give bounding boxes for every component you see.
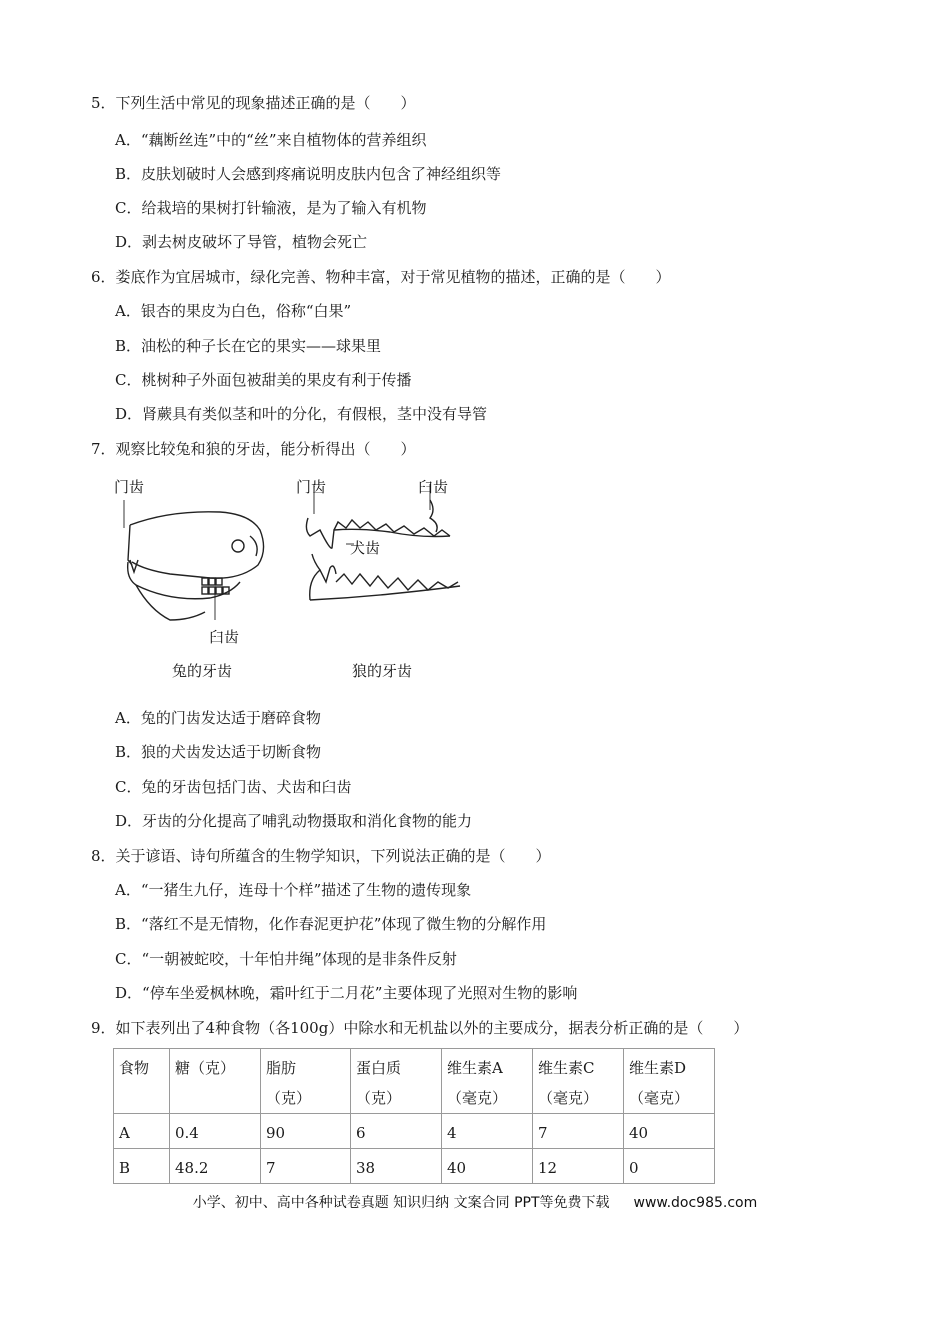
wolf-teeth-caption: 狼的牙齿 bbox=[352, 662, 413, 680]
table-cell: 7 bbox=[533, 1114, 624, 1149]
table-cell: 6 bbox=[351, 1114, 442, 1149]
question-6-option-d: D．肾蕨具有类似茎和叶的分化，有假根，茎中没有导管 bbox=[115, 405, 488, 423]
question-6-option-c: C．桃树种子外面包被甜美的果皮有利于传播 bbox=[115, 371, 412, 389]
table-header-row bbox=[114, 1049, 715, 1114]
page-footer bbox=[0, 1192, 950, 1212]
question-7-option-c: C．兔的牙齿包括门齿、犬齿和臼齿 bbox=[115, 778, 352, 796]
question-5-option-d: D．剥去树皮破坏了导管，植物会死亡 bbox=[115, 233, 368, 251]
question-7-option-b: B．狼的犬齿发达适于切断食物 bbox=[115, 743, 322, 761]
footer-site-link[interactable]: www.doc985.com bbox=[633, 1195, 758, 1211]
footer-text: 小学、初中、高中各种试卷真题 知识归纳 文案合同 PPT等免费下载 bbox=[192, 1195, 610, 1211]
rabbit-teeth-figure bbox=[110, 470, 290, 650]
nutrition-table bbox=[113, 1048, 715, 1184]
question-6-option-a: A．银杏的果皮为白色，俗称“白果” bbox=[115, 302, 352, 320]
table-header-cell: 糖（克） bbox=[170, 1049, 261, 1114]
question-5-option-c: C．给栽培的果树打针输液，是为了输入有机物 bbox=[115, 199, 427, 217]
rabbit-incisor-label: 门齿 bbox=[114, 478, 145, 496]
table-header-cell: 维生素C （毫克） bbox=[533, 1049, 624, 1114]
question-9-stem: 9．如下表列出了4种食物（各100g）中除水和无机盐以外的主要成分，据表分析正确的是（ ） bbox=[91, 1019, 749, 1037]
question-5-option-b: B．皮肤划破时人会感到疼痛说明皮肤内包含了神经组织等 bbox=[115, 165, 502, 183]
question-8-option-d: D．“停车坐爱枫林晚，霜叶红于二月花”主要体现了光照对生物的影响 bbox=[115, 984, 578, 1002]
table-cell: 4 bbox=[442, 1114, 533, 1149]
table-cell: 40 bbox=[624, 1114, 715, 1149]
question-6-option-b: B．油松的种子长在它的果实——球果里 bbox=[115, 337, 382, 355]
table-cell: 38 bbox=[351, 1149, 442, 1184]
question-8-option-a: A．“一猪生九仔，连母十个样”描述了生物的遗传现象 bbox=[115, 881, 472, 899]
table-header-cell: 食物 bbox=[114, 1049, 170, 1114]
question-8-option-c: C．“一朝被蛇咬，十年怕井绳”体现的是非条件反射 bbox=[115, 950, 457, 968]
question-7-stem: 7．观察比较兔和狼的牙齿，能分析得出（ ） bbox=[91, 440, 416, 458]
question-8-option-b: B．“落红不是无情物，化作春泥更护花”体现了微生物的分解作用 bbox=[115, 915, 547, 933]
table-cell: 48.2 bbox=[170, 1149, 261, 1184]
table-cell: 40 bbox=[442, 1149, 533, 1184]
rabbit-teeth-caption: 兔的牙齿 bbox=[172, 662, 233, 680]
wolf-incisor-label: 门齿 bbox=[296, 478, 327, 496]
table-header-cell: 脂肪 （克） bbox=[261, 1049, 351, 1114]
rabbit-skull-drawing bbox=[110, 470, 290, 650]
table-header-cell: 维生素A （毫克） bbox=[442, 1049, 533, 1114]
table-cell: 12 bbox=[533, 1149, 624, 1184]
table-cell: A bbox=[114, 1114, 170, 1149]
wolf-canine-label: 犬齿 bbox=[350, 539, 381, 557]
question-5-stem: 5．下列生活中常见的现象描述正确的是（ ） bbox=[91, 94, 416, 112]
wolf-molar-label: 臼齿 bbox=[418, 478, 449, 496]
table-cell: 0.4 bbox=[170, 1114, 261, 1149]
table-row bbox=[114, 1114, 715, 1149]
question-6-stem: 6．娄底作为宜居城市，绿化完善、物种丰富，对于常见植物的描述，正确的是（ ） bbox=[91, 268, 671, 286]
rabbit-molar-label: 臼齿 bbox=[209, 628, 240, 646]
table-cell: 90 bbox=[261, 1114, 351, 1149]
question-5-option-a: A．“藕断丝连”中的“丝”来自植物体的营养组织 bbox=[115, 131, 427, 149]
table-cell: B bbox=[114, 1149, 170, 1184]
table-row bbox=[114, 1149, 715, 1184]
question-7-option-a: A．兔的门齿发达适于磨碎食物 bbox=[115, 709, 321, 727]
table-cell: 7 bbox=[261, 1149, 351, 1184]
table-header-cell: 维生素D （毫克） bbox=[624, 1049, 715, 1114]
table-header-cell: 蛋白质 （克） bbox=[351, 1049, 442, 1114]
question-8-stem: 8．关于谚语、诗句所蕴含的生物学知识，下列说法正确的是（ ） bbox=[91, 847, 551, 865]
question-7-option-d: D．牙齿的分化提高了哺乳动物摄取和消化食物的能力 bbox=[115, 812, 473, 830]
table-cell: 0 bbox=[624, 1149, 715, 1184]
